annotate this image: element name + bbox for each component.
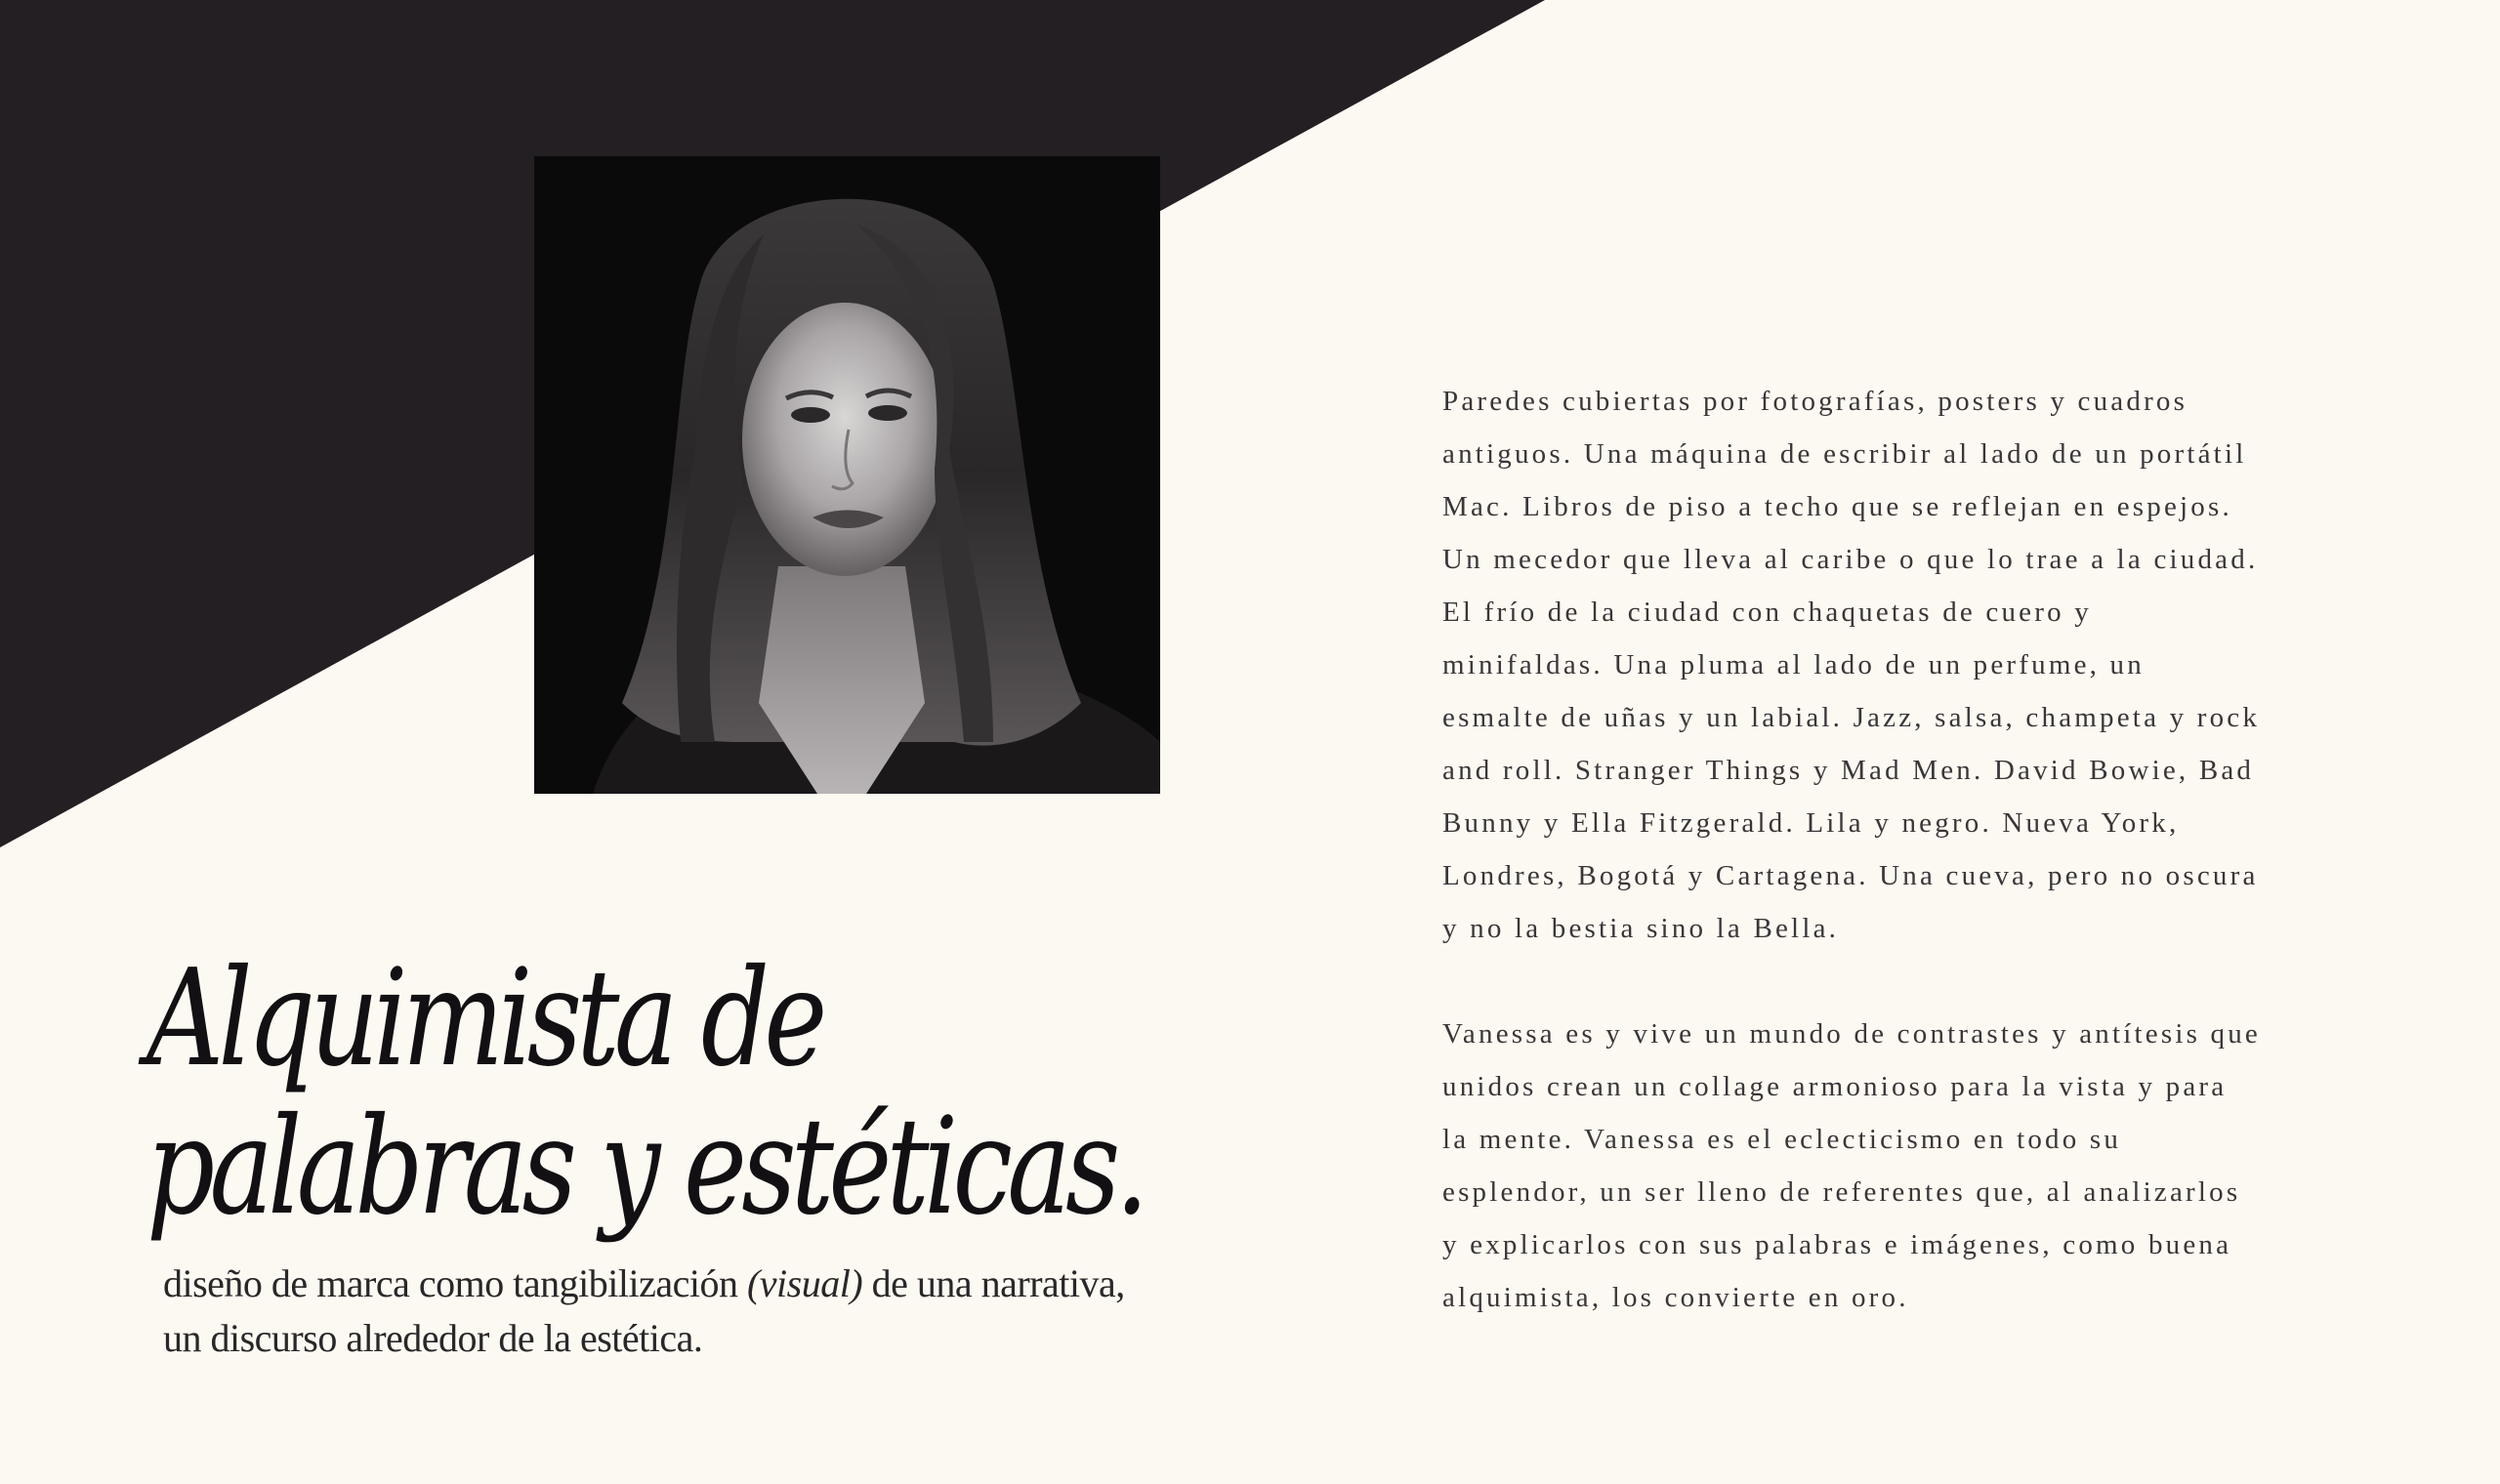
- subtitle: [163, 1257, 1125, 1366]
- headline-line-1: Alquimista de: [146, 941, 822, 1096]
- paragraph-spacer: [1442, 955, 2419, 1008]
- body-line: Un mecedor que lleva al caribe o que lo trae a la ciudad.: [1442, 544, 2259, 575]
- body-line: Londres, Bogotá y Cartagena. Una cueva, pero no oscura: [1442, 860, 2259, 891]
- body-line: Bunny y Ella Fitzgerald. Lila y negro. Nueva York,: [1442, 807, 2180, 839]
- body-line: Mac. Libros de piso a techo que se reflejan en espejos.: [1442, 491, 2232, 522]
- body-line: minifaldas. Una pluma al lado de un perfume, un: [1442, 649, 2145, 680]
- subtitle-text-before: diseño de marca como tangibilización: [163, 1261, 738, 1305]
- body-line: y no la bestia sino la Bella.: [1442, 913, 1840, 944]
- body-line: Vanessa es y vive un mundo de contrastes y antítesis que: [1442, 1018, 2262, 1050]
- body-line: alquimista, los convierte en oro.: [1442, 1282, 1909, 1313]
- headline-line-2: palabras y estéticas.: [146, 1090, 1144, 1245]
- body-line: la mente. Vanessa es el eclecticismo en todo su: [1442, 1124, 2122, 1155]
- body-line: Paredes cubiertas por fotografías, posters y cuadros: [1442, 386, 2188, 417]
- body-line: antiguos. Una máquina de escribir al lado de un portátil: [1442, 438, 2247, 470]
- subtitle-line-2: un discurso alrededor de la estética.: [163, 1316, 703, 1360]
- subtitle-text-after: de una narrativa,: [871, 1261, 1125, 1305]
- subtitle-italic-visual: (visual): [746, 1261, 863, 1305]
- body-paragraph-2: [1442, 1008, 2419, 1324]
- body-paragraph-1: [1442, 375, 2419, 955]
- body-line: and roll. Stranger Things y Mad Men. David Bowie, Bad: [1442, 755, 2255, 786]
- body-line: esplendor, un ser lleno de referentes que, al analizarlos: [1442, 1176, 2241, 1208]
- headline: [146, 941, 1144, 1245]
- body-line: El frío de la ciudad con chaquetas de cuero y: [1442, 597, 2092, 628]
- body-line: esmalte de uñas y un labial. Jazz, salsa, champeta y rock: [1442, 702, 2261, 733]
- body-line: y explicarlos con sus palabras e imágenes, como buena: [1442, 1229, 2232, 1260]
- body-line: unidos crean un collage armonioso para la vista y para: [1442, 1071, 2228, 1102]
- body-copy: [1442, 375, 2419, 1324]
- subtitle-line-1: [163, 1257, 1125, 1311]
- portrait-photo: [534, 156, 1160, 794]
